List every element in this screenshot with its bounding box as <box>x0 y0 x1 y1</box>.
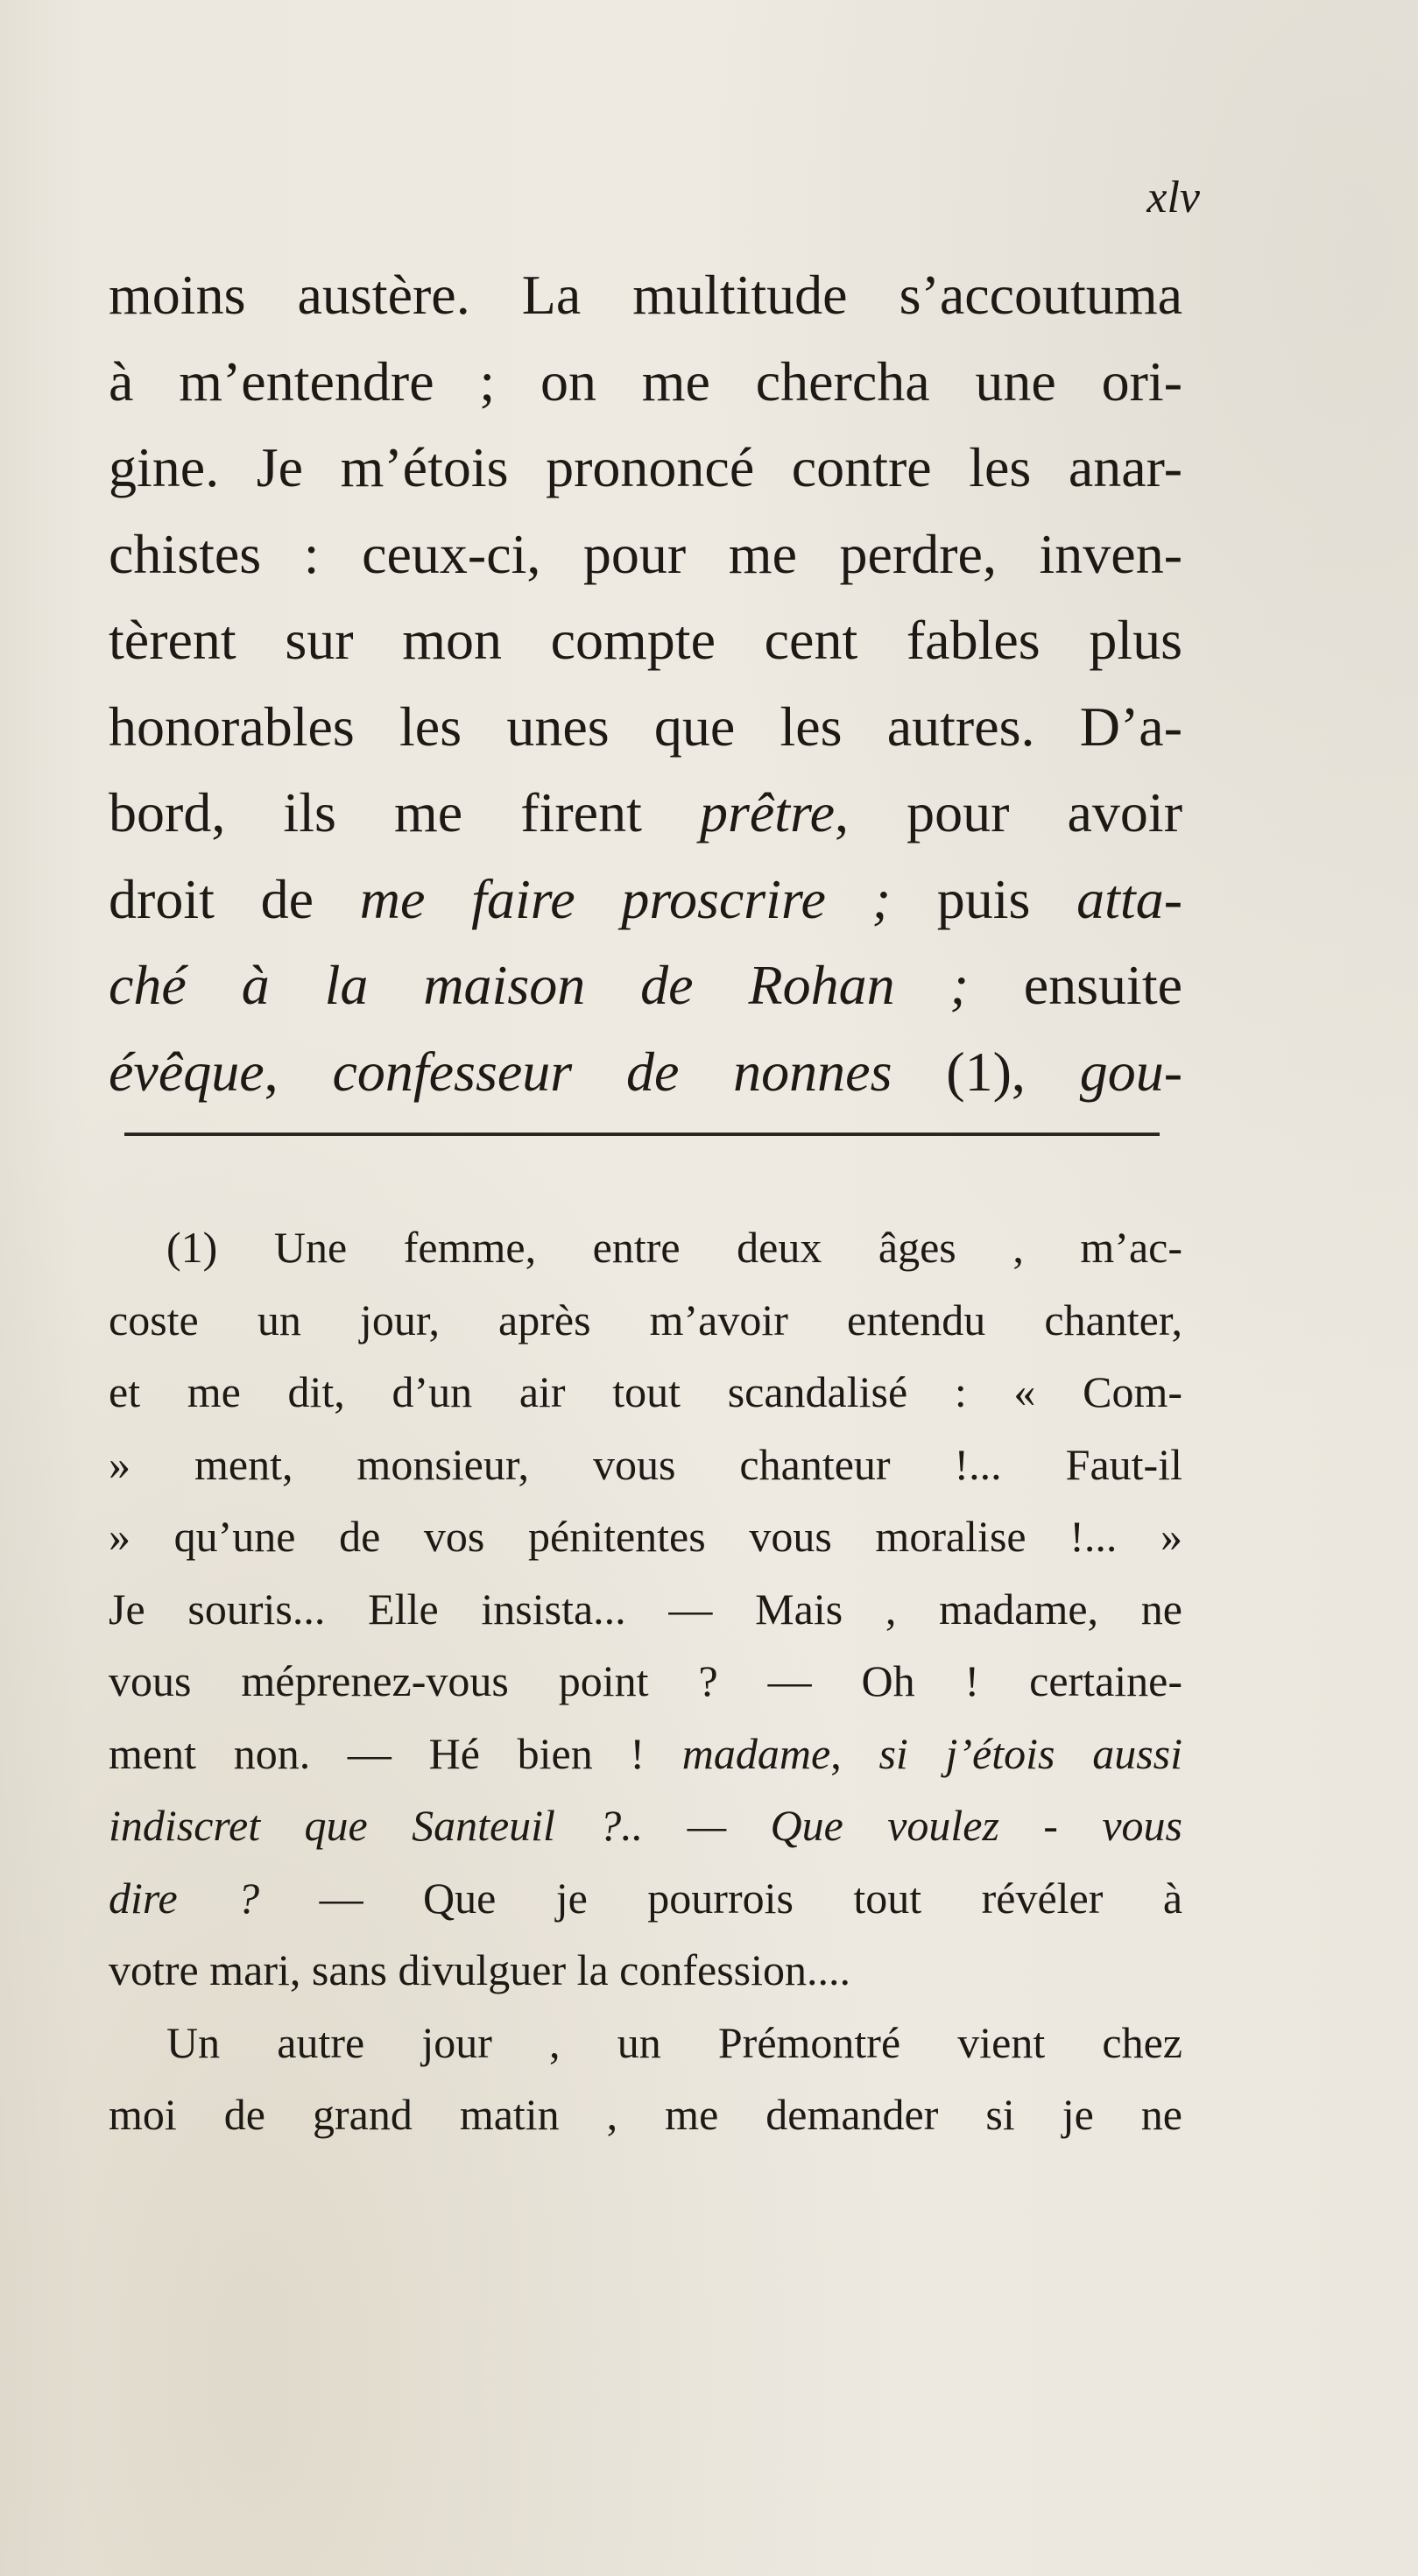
footnote-line <box>109 1356 1182 1429</box>
footnote-line <box>109 1718 1182 1790</box>
footnote-line <box>109 1934 1182 2007</box>
footnote-line <box>109 2007 1182 2079</box>
text-span: — Que je pourrois tout révéler à <box>259 1873 1183 1923</box>
text-span: ment non. — Hé bien ! <box>109 1728 682 1778</box>
italic-text: atta- <box>1076 867 1182 930</box>
text-line <box>109 942 1182 1029</box>
italic-text: madame <box>681 1728 831 1778</box>
text-line <box>109 597 1182 684</box>
text-span: Un autre jour , un Prémontré vient chez <box>166 2017 1182 2067</box>
italic-text: me faire proscrire ; <box>359 867 891 930</box>
text-span: moi de grand matin , me demander si je ne <box>109 2090 1182 2139</box>
text-span: moins austère. La multitude s’accoutuma <box>109 264 1182 326</box>
footnote-line <box>109 2078 1182 2151</box>
text-span: , <box>264 1040 333 1103</box>
text-span: » qu’une de vos pénitentes vous moralise !... » <box>109 1512 1182 1561</box>
main-text <box>109 252 1182 1115</box>
text-line <box>109 857 1182 943</box>
text-line <box>109 252 1182 339</box>
footnote-line <box>109 1284 1182 1357</box>
italic-text: prêtre <box>699 781 835 843</box>
text-span: tèrent sur mon compte cent fables plus <box>109 609 1182 671</box>
footnote-line <box>109 1573 1182 1646</box>
footnote-line <box>109 1429 1182 1501</box>
text-span: , <box>830 1728 879 1778</box>
footnote-line <box>109 1862 1182 1935</box>
text-span: gine. Je m’étois prononcé contre les anar- <box>109 436 1182 498</box>
italic-text: gou- <box>1079 1040 1183 1103</box>
text-line <box>109 1029 1182 1116</box>
text-span: , pour avoir <box>835 781 1183 843</box>
italic-text: ché à la maison de Rohan ; <box>109 954 969 1016</box>
text-span: et me dit, d’un air tout scandalisé : « Com- <box>109 1367 1182 1416</box>
text-span: (1) Une femme, entre deux âges , m’ac- <box>166 1223 1182 1272</box>
text-span: bord, ils me firent <box>109 781 700 843</box>
italic-text: confesseur de nonnes <box>332 1040 892 1103</box>
footnote-divider <box>124 1133 1160 1136</box>
text-span: honorables les unes que les autres. D’a- <box>109 695 1182 758</box>
text-span: ensuite <box>968 954 1183 1016</box>
italic-text: dire ? <box>109 1873 260 1923</box>
text-span: puis <box>890 867 1077 930</box>
text-span: coste un jour, après m’avoir entendu chanter, <box>109 1295 1182 1344</box>
text-span: chistes : ceux-ci, pour me perdre, inven- <box>109 522 1182 585</box>
text-line <box>109 684 1182 771</box>
footnote-line <box>109 1789 1182 1862</box>
text-span: droit de <box>109 867 360 930</box>
page-number: xlv <box>1146 173 1200 222</box>
text-line <box>109 512 1182 598</box>
text-span: » ment, monsieur, vous chanteur !... Faut-il <box>109 1439 1182 1489</box>
italic-text: indiscret que Santeuil ?.. — Que voulez - vous <box>109 1801 1182 1850</box>
text-span: vous méprenez-vous point ? — Oh ! certaine- <box>109 1656 1182 1705</box>
footnote-line <box>109 1211 1182 1284</box>
text-span: votre mari, sans divulguer la confession.... <box>109 1945 851 1994</box>
italic-text: si j’étois aussi <box>878 1728 1182 1778</box>
text-line <box>109 339 1182 426</box>
italic-text: évêque <box>109 1040 265 1103</box>
text-span: à m’entendre ; on me chercha une ori- <box>109 349 1182 413</box>
text-line <box>109 770 1182 857</box>
text-span: (1), <box>892 1040 1080 1103</box>
text-span: Je souris... Elle insista... — Mais , madame, ne <box>109 1584 1182 1634</box>
footnote <box>109 1211 1182 2151</box>
text-line <box>109 425 1182 512</box>
footnote-line <box>109 1500 1182 1573</box>
footnote-line <box>109 1645 1182 1718</box>
